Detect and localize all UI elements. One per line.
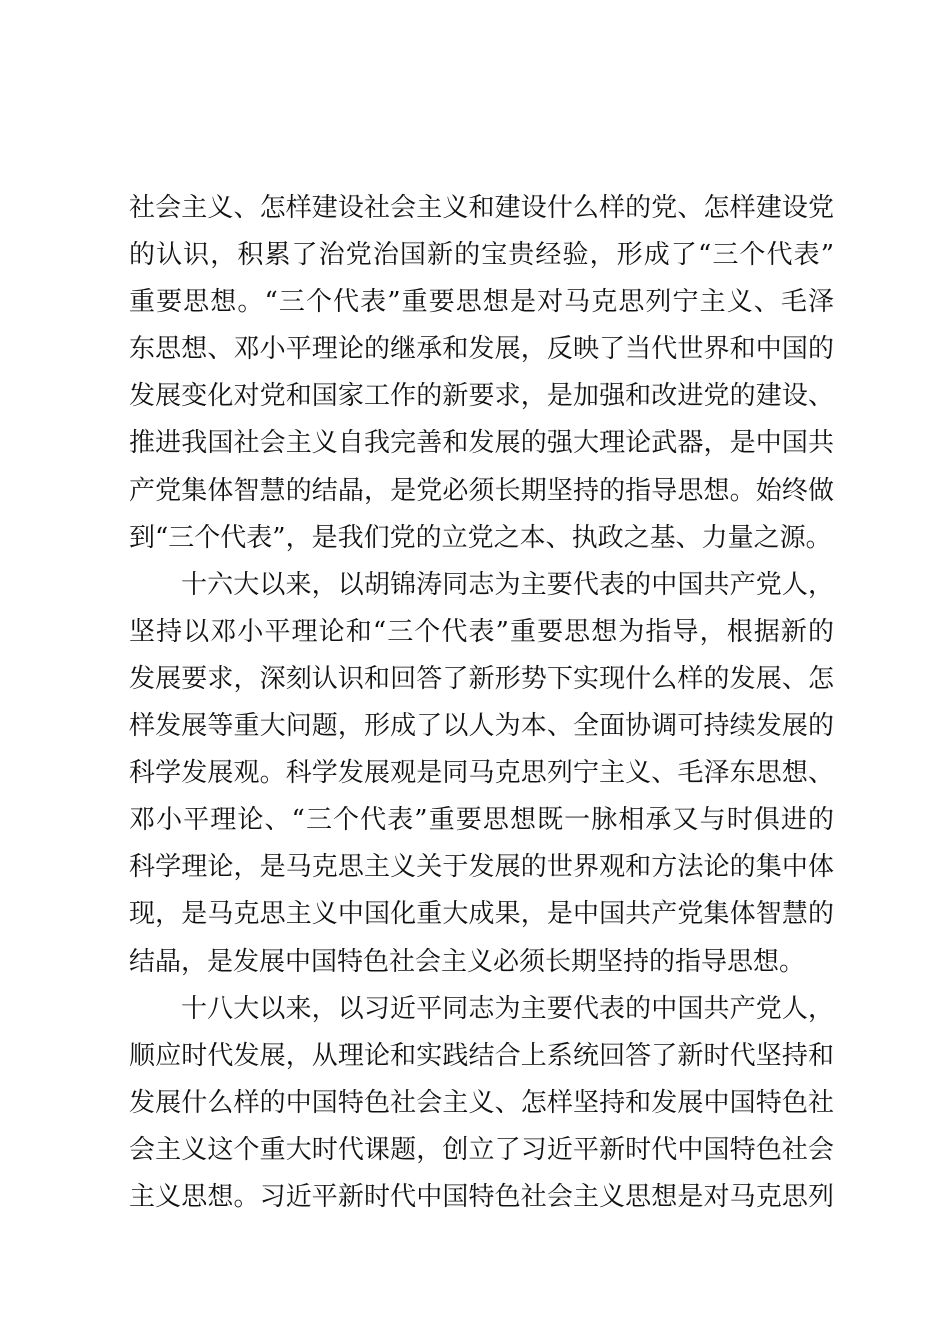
text-line: 产党集体智慧的结晶，是党必须长期坚持的指导思想。始终做	[129, 475, 834, 506]
text-line: 科学理论，是马克思主义关于发展的世界观和方法论的集中体	[129, 852, 834, 883]
text-line: 发展要求，深刻认识和回答了新形势下实现什么样的发展、怎	[129, 663, 834, 694]
text-line: 现，是马克思主义中国化重大成果，是中国共产党集体智慧的	[129, 899, 834, 930]
text-line: 顺应时代发展，从理论和实践结合上系统回答了新时代坚持和	[129, 1040, 834, 1071]
text-line: 会主义这个重大时代课题，创立了习近平新时代中国特色社会	[129, 1134, 834, 1165]
text-line: 重要思想。“三个代表”重要思想是对马克思列宁主义、毛泽	[129, 287, 834, 318]
paragraph-first-line: 十八大以来，以习近平同志为主要代表的中国共产党人，	[181, 993, 834, 1024]
text-line: 的认识，积累了治党治国新的宝贵经验，形成了“三个代表”	[129, 240, 834, 271]
text-line: 邓小平理论、“三个代表”重要思想既一脉相承又与时俱进的	[129, 805, 834, 836]
text-line: 结晶，是发展中国特色社会主义必须长期坚持的指导思想。	[129, 946, 806, 977]
text-line: 坚持以邓小平理论和“三个代表”重要思想为指导，根据新的	[129, 616, 834, 647]
text-line: 发展什么样的中国特色社会主义、怎样坚持和发展中国特色社	[129, 1087, 834, 1118]
text-line: 社会主义、怎样建设社会主义和建设什么样的党、怎样建设党	[129, 193, 834, 223]
text-line: 推进我国社会主义自我完善和发展的强大理论武器，是中国共	[129, 428, 834, 459]
text-line: 主义思想。习近平新时代中国特色社会主义思想是对马克思列	[129, 1181, 834, 1212]
text-line: 发展变化对党和国家工作的新要求，是加强和改进党的建设、	[129, 381, 834, 412]
document-body	[129, 185, 834, 1221]
text-line: 到“三个代表”，是我们党的立党之本、执政之基、力量之源。	[129, 522, 832, 553]
text-line: 东思想、邓小平理论的继承和发展，反映了当代世界和中国的	[129, 334, 834, 365]
paragraph-first-line: 十六大以来，以胡锦涛同志为主要代表的中国共产党人，	[181, 569, 834, 600]
text-line: 科学发展观。科学发展观是同马克思列宁主义、毛泽东思想、	[129, 758, 834, 789]
text-line: 样发展等重大问题，形成了以人为本、全面协调可持续发展的	[129, 711, 834, 742]
